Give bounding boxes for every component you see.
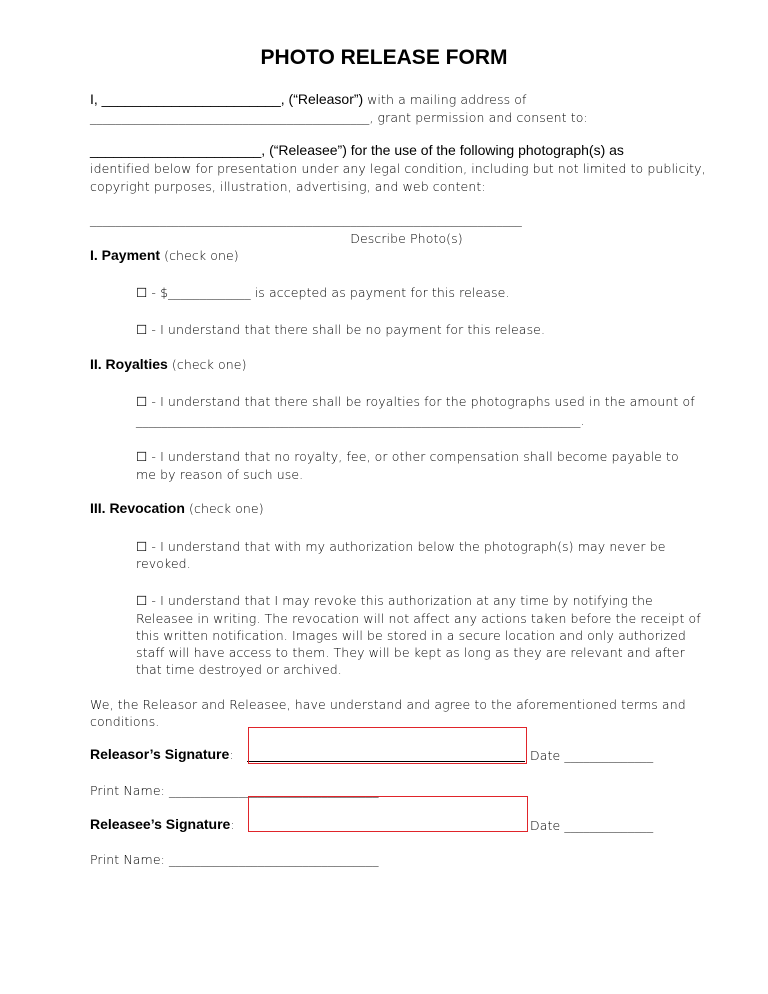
intro-text: with a mailing address of: [367, 92, 527, 107]
releasee-signature-label: Releasee’s Signature: [90, 816, 231, 832]
releasor-signature-label: Releasor’s Signature: [90, 746, 230, 762]
agreement-line-2: conditions.: [90, 714, 160, 729]
mailing-address-field[interactable]: ____________________________________________, grant permission and consent to:: [90, 110, 588, 125]
revocation-text-2: Releasee in writing. The revocation will not affect any actions taken before the receipt of: [136, 611, 701, 626]
royalties-heading: [90, 356, 768, 374]
revocation-text-5: that time destroyed or archived.: [136, 662, 342, 677]
revocation-option-revocable[interactable]: ☐ - I understand that I may revoke this authorization at any time by notifying the: [136, 593, 653, 608]
releasor-signature-highlight[interactable]: [248, 727, 527, 764]
section-heading: III. Revocation: [90, 500, 185, 516]
section-hint: (check one): [167, 357, 247, 372]
intro-line-4: identified below for presentation under any legal condition, including but not limited to publicity,: [90, 161, 706, 176]
royalties-option-none[interactable]: ☐ - I understand that no royalty, fee, or other compensation shall become payable to: [136, 449, 679, 464]
revocation-option-never-cont: revoked.: [136, 556, 191, 571]
section-heading: II. Royalties: [90, 356, 168, 372]
releasee-date-field[interactable]: Date ______________: [530, 818, 654, 833]
revocation-text-4: staff will have access to them. They will be kept as long as they are relevant and after: [136, 645, 685, 660]
revocation-option-never[interactable]: ☐ - I understand that with my authorization below the photograph(s) may never be: [136, 539, 666, 554]
revocation-heading: [90, 500, 768, 518]
section-hint: (check one): [184, 501, 264, 516]
describe-photos-caption: Describe Photo(s): [350, 231, 463, 246]
royalties-amount-field[interactable]: ______________________________________________________________________.: [136, 413, 585, 428]
releasee-print-name-field[interactable]: Print Name: _________________________________: [90, 852, 379, 867]
section-heading: I. Payment: [90, 247, 161, 263]
intro-line-5: copyright purposes, illustration, advertising, and web content:: [90, 179, 486, 194]
photo-description-field[interactable]: ____________________________________________________________________: [90, 212, 522, 227]
payment-option-amount[interactable]: ☐ - $_____________ is accepted as payment for this release.: [136, 285, 510, 300]
releasor-name-field[interactable]: I, _______________________, (“Releasor”): [90, 91, 368, 107]
payment-heading: [90, 247, 768, 265]
agreement-line-1: We, the Releasor and Releasee, have understand and agree to the aforementioned terms and: [90, 697, 686, 712]
page-title: PHOTO RELEASE FORM: [260, 46, 508, 69]
colon: :: [230, 817, 235, 832]
royalties-option-none-cont: me by reason of such use.: [136, 467, 304, 482]
releasee-name-field[interactable]: ______________________, (“Releasee”) for the use of the following photograph(s) as: [90, 142, 624, 158]
releasor-print-name-field[interactable]: Print Name: _________________________________: [90, 783, 379, 798]
section-hint: (check one): [160, 248, 239, 263]
intro-line-1: [90, 91, 768, 109]
royalties-option-amount[interactable]: ☐ - I understand that there shall be royalties for the photographs used in the amount of: [136, 394, 695, 409]
releasee-signature-highlight[interactable]: [248, 796, 528, 832]
releasor-date-field[interactable]: Date ______________: [530, 748, 654, 763]
revocation-text-3: this written notification. Images will be stored in a secure location and only authorized: [136, 628, 686, 643]
payment-option-none[interactable]: ☐ - I understand that there shall be no payment for this release.: [136, 322, 546, 337]
colon: :: [229, 747, 234, 762]
